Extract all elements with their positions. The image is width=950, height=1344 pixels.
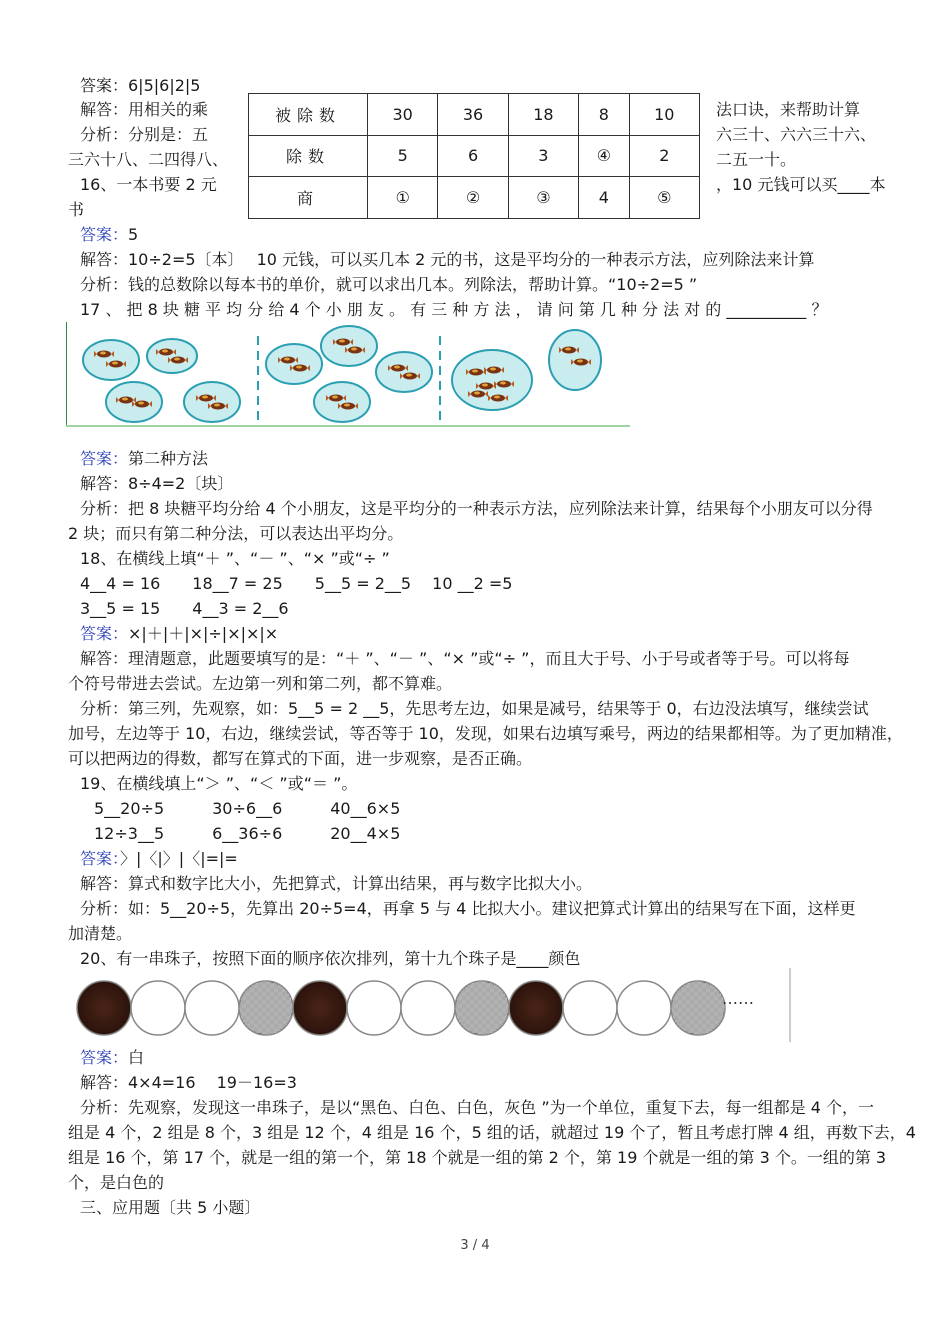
answer-label: 答案： — [80, 624, 129, 643]
analysis-18-b: 加号，左边等于 10，右边，继续尝试，等否等于 10，发现，如果右边填写乘号，两边的结果都相等。为了更加精准， — [68, 724, 903, 743]
table-cell: 10 — [629, 94, 699, 136]
analysis-17-a: 分析：把 8 块糖平均分给 4 个小朋友，这是平均分的一种表示方法，应列除法来计算，结果每个小朋友可以分得 — [80, 499, 873, 518]
analysis-19-b: 加清楚。 — [68, 924, 133, 943]
answer-15: 答案：6|5|6|2|5 — [80, 76, 201, 95]
analysis-15-b: 三六十八、二四得八、 — [68, 150, 229, 169]
question-18-row2: 3__5 = 15 4__3 = 2__6 — [80, 599, 289, 618]
question-18-row1: 4__4 = 16 18__7 = 25 5__5 = 2__5 10 __2 =5 — [80, 574, 513, 593]
analysis-20-b: 组是 4 个，2 组是 8 个，3 组是 12 个，4 组是 16 个，5 组的话，就超过 19 个了，暂且考虑打牌 4 组，再数下去，4 — [68, 1123, 916, 1142]
analysis-20-c: 组是 16 个，第 17 个，就是一组的第一个，第 18 个就是一组的第 2 个，第 19 个就是一组的第 3 个。一组的第 3 — [68, 1148, 887, 1167]
table-cell: 4 — [579, 177, 630, 219]
analysis-18-c: 可以把两边的得数，都写在算式的下面，进一步观察，是否正确。 — [68, 749, 533, 768]
solution-16: 解答：10÷2=5〔本〕 10 元钱，可以买几本 2 元的书，这是平均分的一种表示方法，应列除法来计算 — [80, 250, 815, 269]
table-cell: 被除数 — [249, 94, 368, 136]
question-16-tail: ，10 元钱可以买____本 — [716, 175, 886, 194]
question-19: 19、在横线填上“＞ ”、“＜ ”或“＝ ”。 — [80, 774, 358, 793]
question-19-row1: 5__20÷5 30÷6__6 40__6×5 — [94, 799, 401, 818]
solution-19: 解答：算式和数字比大小，先把算式，计算出结果，再与数字比拟大小。 — [80, 874, 593, 893]
analysis-20-d: 个，是白色的 — [68, 1173, 165, 1192]
answer-20: 答案：白 — [80, 1048, 145, 1067]
bead-ellipsis: …… — [722, 989, 754, 1008]
answer-19: 答案：〉|〈|〉|〈|=|= — [80, 849, 238, 868]
answer-label: 答案： — [80, 225, 129, 244]
answer-label: 答案： — [80, 449, 129, 468]
table-cell: 6 — [438, 135, 508, 177]
table-cell: 3 — [508, 135, 578, 177]
analysis-15-tail-b: 二五一十。 — [716, 150, 797, 169]
table-cell: ⑤ — [629, 177, 699, 219]
table-row — [249, 177, 700, 219]
answer-17: 答案：第二种方法 — [80, 449, 209, 468]
answer-18: 答案：×|＋|＋|×|÷|×|×|× — [80, 624, 279, 643]
solution-18-a: 解答：理清题意，此题要填写的是：“＋ ”、“－ ”、“× ”或“÷ ”，而且大于号、小于号或者等于号。可以将每 — [80, 649, 850, 668]
table-cell: 18 — [508, 94, 578, 136]
analysis-15-a: 分析：分别是：五 — [80, 125, 209, 144]
bead-sequence-illustration — [74, 968, 794, 1042]
table-cell: 8 — [579, 94, 630, 136]
division-table — [248, 93, 700, 219]
table-row — [249, 135, 700, 177]
solution-15: 解答：用相关的乘 — [80, 100, 209, 119]
table-cell: ④ — [579, 135, 630, 177]
solution-20: 解答：4×4=16 19－16=3 — [80, 1073, 297, 1092]
question-20: 20、有一串珠子，按照下面的顺序依次排列，第十九个珠子是____颜色 — [80, 949, 581, 968]
question-17: 17 、 把 8 块 糖 平 均 分 给 4 个 小 朋 友 。 有 三 种 方 法 ， 请 问 第 几 种 分 法 对 的 __________ ？ — [80, 300, 828, 319]
table-cell: 2 — [629, 135, 699, 177]
analysis-17-b: 2 块；而只有第二种分法，可以表达出平均分。 — [68, 524, 404, 543]
table-cell: ③ — [508, 177, 578, 219]
section-heading-applications: 三、应用题〔共 5 小题〕 — [80, 1198, 261, 1217]
analysis-19-a: 分析：如：5__20÷5，先算出 20÷5=4，再拿 5 与 4 比拟大小。建议把算式计算出的结果写在下面，这样更 — [80, 899, 856, 918]
table-cell: ② — [438, 177, 508, 219]
question-16-b: 书 — [68, 200, 85, 219]
table-row — [249, 94, 700, 136]
table-cell: 除数 — [249, 135, 368, 177]
table-cell: 30 — [368, 94, 438, 136]
table-cell: 5 — [368, 135, 438, 177]
answer-label: 答案： — [80, 849, 121, 868]
question-18: 18、在横线上填“＋ ”、“－ ”、“× ”或“÷ ” — [80, 549, 390, 568]
analysis-16: 分析：钱的总数除以每本书的单价，就可以求出几本。列除法，帮助计算。“10÷2=5 ” — [80, 275, 698, 294]
solution-18-b: 个符号带进去尝试。左边第一列和第二列，都不算难。 — [68, 674, 453, 693]
answer-16: 答案：5 — [80, 225, 139, 244]
answer-label: 答案： — [80, 1048, 129, 1067]
solution-17: 解答：8÷4=2〔块〕 — [80, 474, 234, 493]
question-16-a: 16、一本书要 2 元 — [80, 175, 217, 194]
candy-groups-illustration — [66, 322, 630, 430]
table-cell: 商 — [249, 177, 368, 219]
table-cell: ① — [368, 177, 438, 219]
table-cell: 36 — [438, 94, 508, 136]
page-number: 3 / 4 — [460, 1238, 490, 1253]
analysis-15-tail-a: 六三十、六六三十六、 — [716, 125, 877, 144]
analysis-18-a: 分析：第三列，先观察，如：5__5 = 2 __5，先思考左边，如果是减号，结果等于 0，右边没法填写，继续尝试 — [80, 699, 869, 718]
question-19-row2: 12÷3__5 6__36÷6 20__4×5 — [94, 824, 401, 843]
solution-15-tail: 法口诀，来帮助计算 — [716, 100, 861, 119]
analysis-20-a: 分析：先观察，发现这一串珠子，是以“黑色、白色、白色，灰色 ”为一个单位，重复下去，每一组都是 4 个，一 — [80, 1098, 875, 1117]
